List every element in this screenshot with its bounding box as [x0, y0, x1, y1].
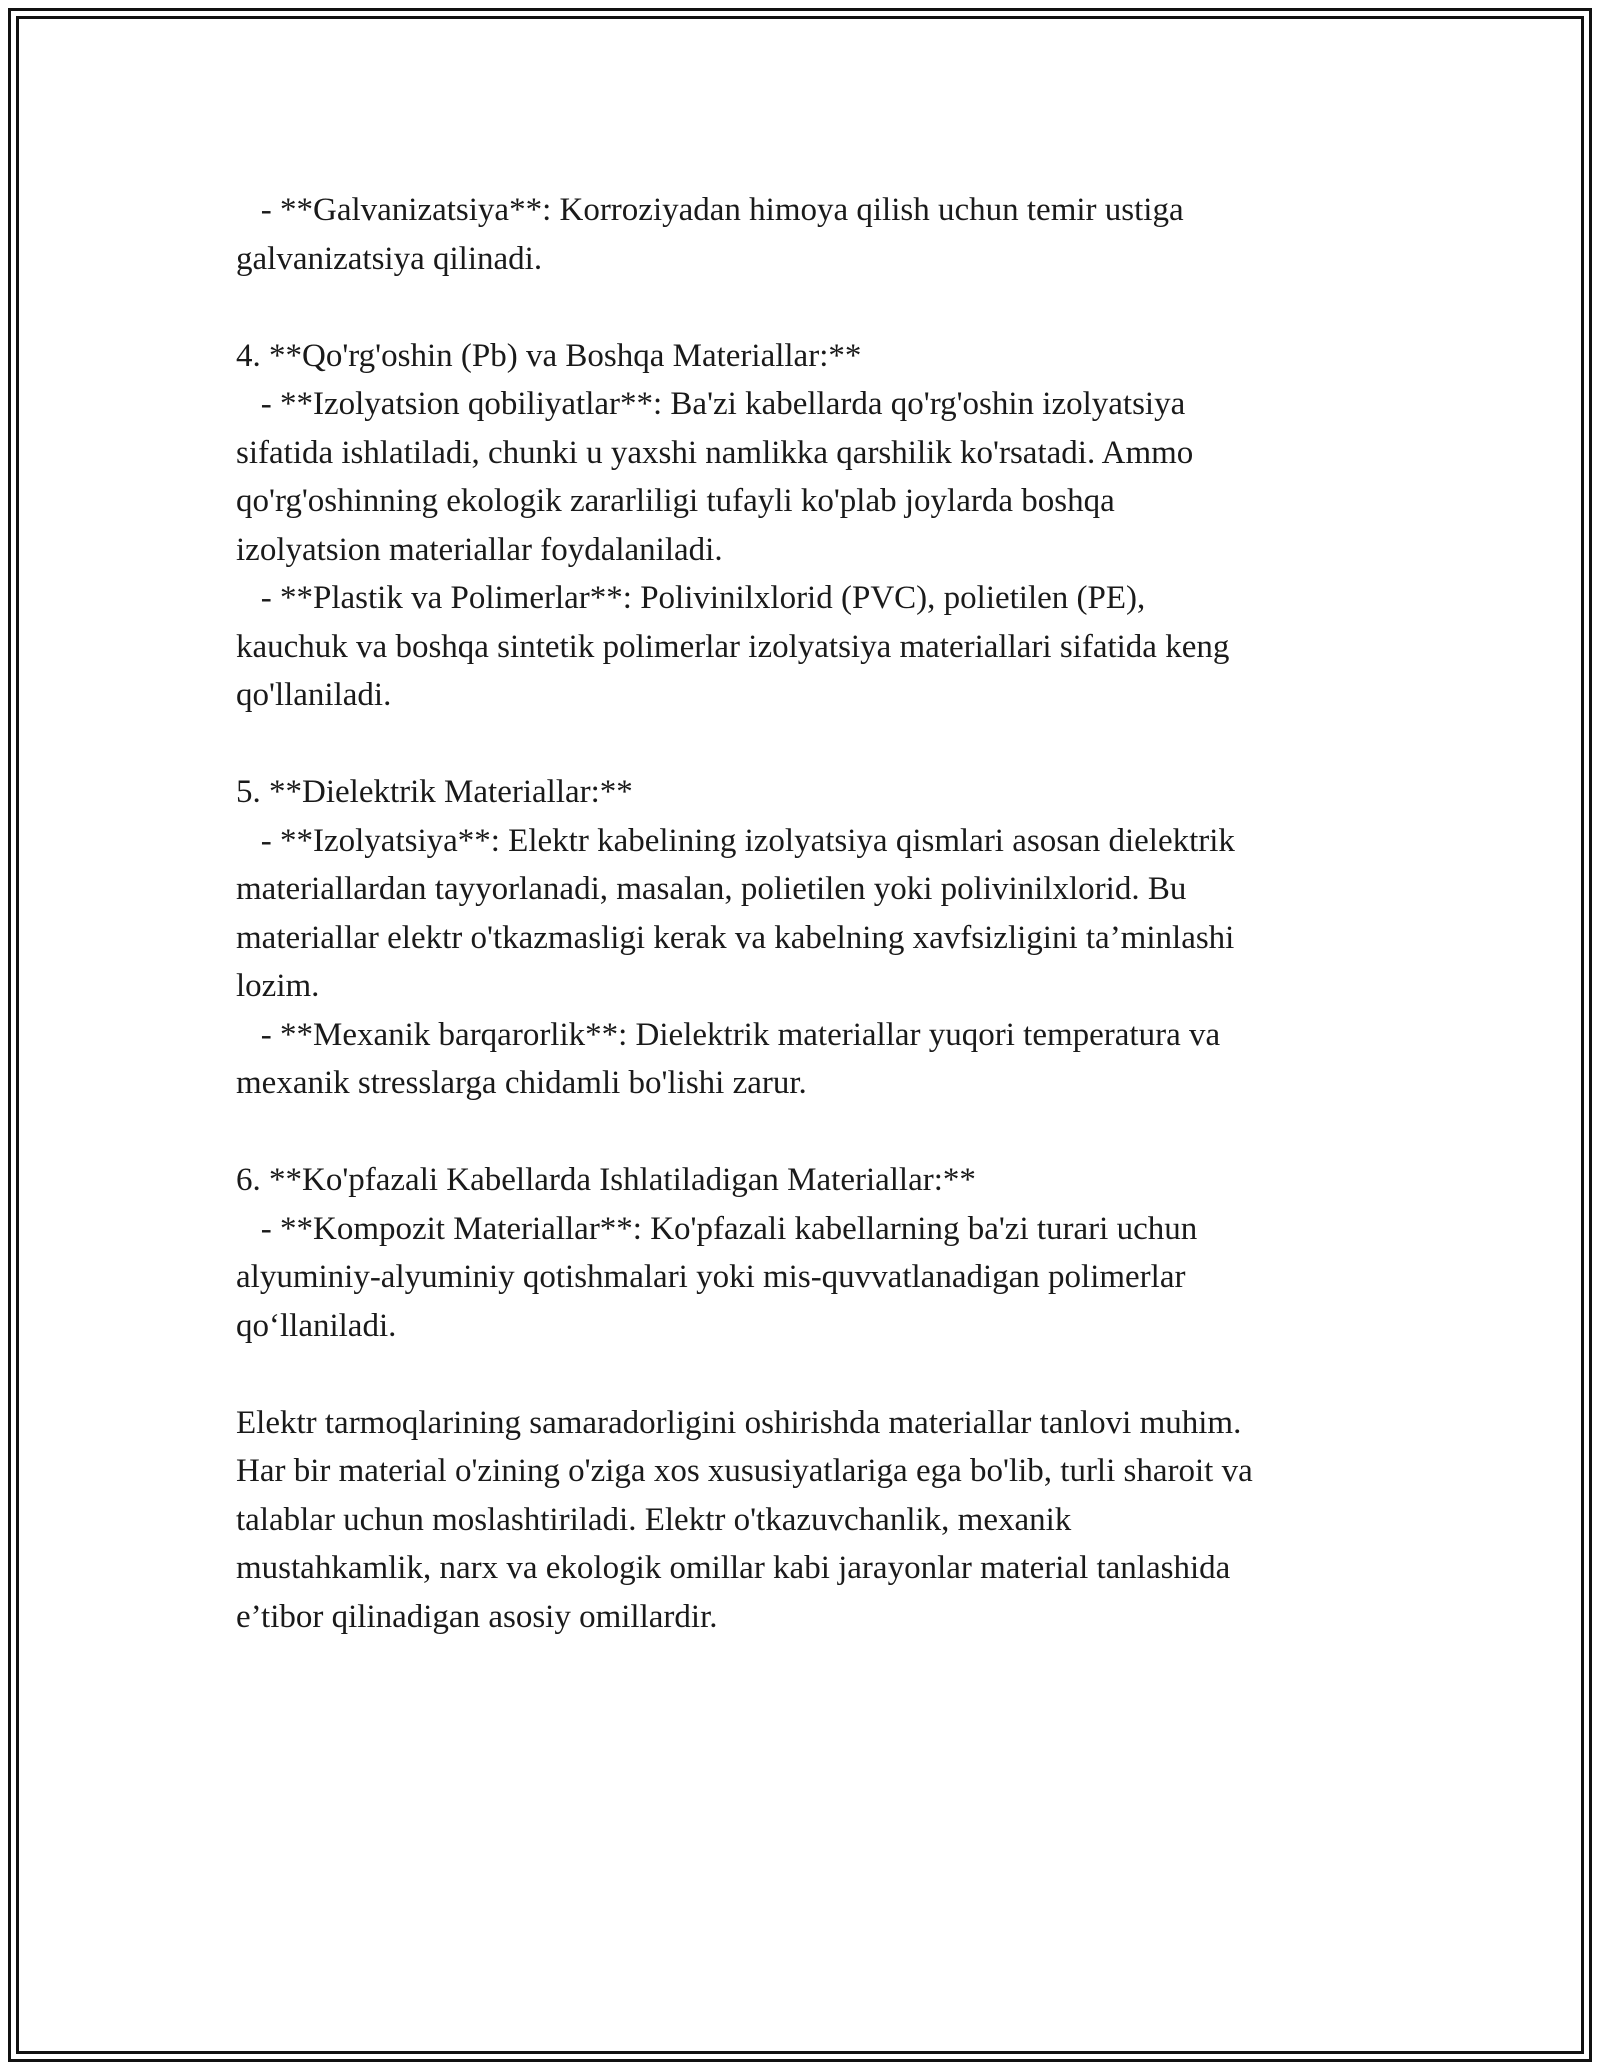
text-line: izolyatsion materiallar foydalaniladi. — [236, 531, 723, 568]
text-line: mexanik stresslarga chidamli bo'lishi zarur. — [236, 1065, 807, 1101]
text-line: lozim. — [236, 968, 320, 1004]
text-line: qo'llaniladi. — [236, 677, 392, 713]
text-line: - **Izolyatsion qobiliyatlar**: Ba'zi kabellarda qo'rg'oshin izolyatsiya — [236, 386, 1186, 422]
text-line: talablar uchun moslashtiriladi. Elektr o'tkazuvchanlik, mexanik — [236, 1501, 1072, 1538]
section-heading: 5. **Dielektrik Materiallar:** — [236, 774, 633, 810]
text-line: kauchuk va boshqa sintetik polimerlar izolyatsiya materiallari sifatida keng — [236, 628, 1230, 665]
text-line: mustahkamlik, narx va ekologik omillar kabi jarayonlar material tanlashida — [236, 1550, 1231, 1586]
text-line: - **Kompozit Materiallar**: Ko'pfazali kabellarning ba'zi turari uchun — [236, 1210, 1198, 1247]
document-body — [236, 186, 1386, 1690]
text-line: - **Plastik va Polimerlar**: Polivinilxlorid (PVC), polietilen (PE), — [236, 580, 1146, 616]
section-heading: 4. **Qo'rg'oshin (Pb) va Boshqa Materiallar:** — [236, 337, 862, 374]
text-line: qo‘llaniladi. — [236, 1307, 397, 1344]
section-5-dielektrik — [236, 768, 1386, 1108]
text-line: e’tibor qilinadigan asosiy omillardir. — [236, 1598, 718, 1635]
section-6-kopfazali — [236, 1156, 1386, 1350]
section-galvanizatsiya — [236, 186, 1386, 283]
text-line: materiallardan tayyorlanadi, masalan, polietilen yoki polivinilxlorid. Bu — [236, 871, 1187, 907]
text-line: alyuminiy-alyuminiy qotishmalari yoki mis-quvvatlanadigan polimerlar — [236, 1259, 1186, 1295]
text-line: Elektr tarmoqlarining samaradorligini oshirishda materiallar tanlovi muhim. — [236, 1404, 1242, 1441]
text-line: materiallar elektr o'tkazmasligi kerak va kabelning xavfsizligini ta’minlashi — [236, 919, 1235, 956]
section-heading: 6. **Ko'pfazali Kabellarda Ishlatiladigan Materiallar:** — [236, 1162, 976, 1198]
section-4-qorgoshin — [236, 332, 1386, 720]
text-line: sifatida ishlatiladi, chunki u yaxshi namlikka qarshilik ko'rsatadi. Ammo — [236, 434, 1194, 471]
text-line: Har bir material o'zining o'ziga xos xususiyatlariga ega bo'lib, turli sharoit va — [236, 1453, 1253, 1489]
text-line: - **Izolyatsiya**: Elektr kabelining izolyatsiya qismlari asosan dielektrik — [236, 822, 1235, 859]
text-line: qo'rg'oshinning ekologik zararliligi tufayli ko'plab joylarda boshqa — [236, 483, 1115, 519]
text-line: - **Mexanik barqarorlik**: Dielektrik materiallar yuqori temperatura va — [236, 1016, 1221, 1053]
text-line: galvanizatsiya qilinadi. — [236, 240, 543, 277]
text-line: - **Galvanizatsiya**: Korroziyadan himoya qilish uchun temir ustiga — [236, 192, 1184, 228]
conclusion-paragraph — [236, 1399, 1386, 1642]
